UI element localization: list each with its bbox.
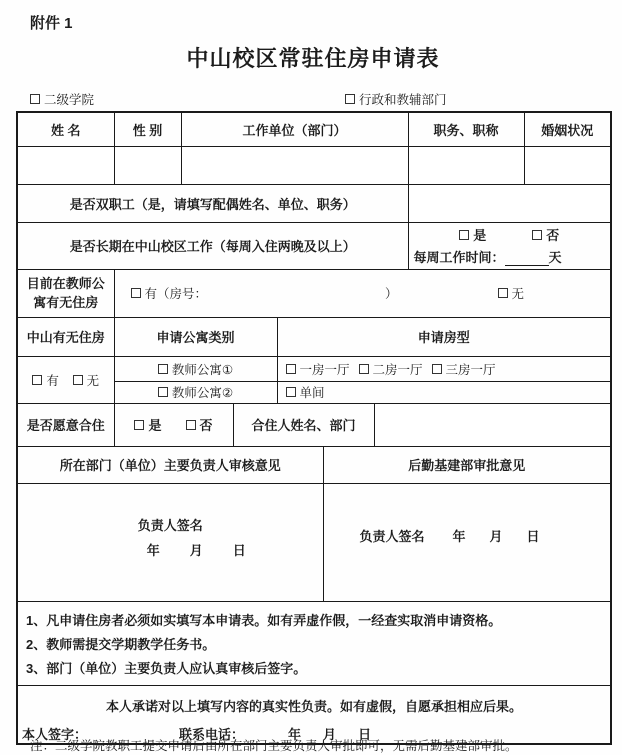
notes-cell xyxy=(17,601,611,685)
option-college[interactable] xyxy=(30,90,94,108)
header-gender: 性 别 xyxy=(114,112,181,146)
unit-type-options xyxy=(16,90,610,110)
page-title: 中山校区常驻住房申请表 xyxy=(186,46,440,71)
apartment-label: 目前在教师公 寓有无住房 xyxy=(17,269,114,317)
option-apartment-none[interactable] xyxy=(498,284,525,302)
dept-date-line xyxy=(44,540,323,559)
input-share-partner[interactable] xyxy=(374,403,611,446)
applicant-sign-label: 本人签字： xyxy=(22,726,88,742)
checkbox-college-icon[interactable] xyxy=(30,94,40,104)
dept-sign-label: 负责人签名 xyxy=(137,518,203,533)
option-teacher-apt1[interactable] xyxy=(158,360,233,378)
logistics-day-label: 日 xyxy=(526,528,540,544)
option-room-1br[interactable] xyxy=(286,360,350,378)
room-single-label: 单间 xyxy=(299,386,325,400)
application-table xyxy=(16,111,612,745)
input-dual-employee[interactable] xyxy=(408,184,611,222)
checkbox-share-no-icon[interactable] xyxy=(186,420,196,430)
checkbox-longterm-no-icon[interactable] xyxy=(532,230,542,240)
logistics-approval-cell[interactable] xyxy=(323,483,611,601)
header-position: 职务、职称 xyxy=(408,112,524,146)
zhongshan-has-label: 有 xyxy=(46,373,59,388)
logistics-month-label: 月 xyxy=(489,528,503,544)
logistics-approval-header: 后勤基建部审批意见 xyxy=(323,446,611,483)
option-room-single[interactable] xyxy=(286,383,325,401)
apartment-has-paren: ） xyxy=(385,287,398,301)
apartment-answer-cell xyxy=(114,269,611,317)
header-work-unit: 工作单位（部门） xyxy=(181,112,408,146)
option-teacher-apt2[interactable] xyxy=(158,383,233,401)
zhongshan-label: 中山有无住房 xyxy=(17,317,114,356)
room-3br-label: 三房一厅 xyxy=(445,362,496,377)
input-marital[interactable] xyxy=(524,146,611,184)
share-yes-label: 是 xyxy=(148,418,162,433)
checkbox-teacher-apt1-icon[interactable] xyxy=(158,364,168,374)
teacher-apt1-label: 教师公寓① xyxy=(171,362,234,377)
note-3: 3、部门（单位）主要负责人应认真审核后签字。 xyxy=(26,660,307,676)
pledge-day-label: 日 xyxy=(358,726,372,742)
input-work-unit[interactable] xyxy=(181,146,408,184)
apartment-has-label: 有（房号： xyxy=(144,287,208,301)
footnote: 注：二级学院教职工提交申请后由所在部门主要负责人审批即可，无需后勤基建部审批。 xyxy=(30,739,518,753)
dept-month-label: 月 xyxy=(189,543,203,558)
room-single-cell xyxy=(277,381,611,403)
option-longterm-no[interactable] xyxy=(532,225,559,244)
input-name[interactable] xyxy=(17,146,114,184)
option-apartment-has[interactable] xyxy=(131,284,208,302)
weekly-hours-label: 每周工作时间： xyxy=(413,250,505,265)
dept-approval-header: 所在部门（单位）主要负责人审核意见 xyxy=(17,446,323,483)
checkbox-admin-icon[interactable] xyxy=(345,94,355,104)
apartment-type2-cell xyxy=(114,381,277,403)
room-options-cell xyxy=(277,356,611,381)
attachment-label: 附件 1 xyxy=(30,15,73,32)
zhongshan-none-label: 无 xyxy=(86,373,100,388)
header-name: 姓 名 xyxy=(17,112,114,146)
pledge-month-label: 月 xyxy=(323,726,337,742)
weekly-hours-input[interactable] xyxy=(505,253,549,266)
option-room-3br[interactable] xyxy=(432,360,496,378)
checkbox-room-single-icon[interactable] xyxy=(286,387,296,397)
apartment-type1-cell xyxy=(114,356,277,381)
apartment-category-header: 申请公寓类别 xyxy=(114,317,277,356)
share-partner-label: 合住人姓名、部门 xyxy=(233,403,374,446)
checkbox-zhongshan-has-icon[interactable] xyxy=(32,375,42,385)
logistics-sign-label: 负责人签名 xyxy=(359,528,425,544)
room-type-header: 申请房型 xyxy=(277,317,611,356)
phone-label: 联系电话： xyxy=(179,726,245,742)
option-zhongshan-none[interactable] xyxy=(73,371,100,389)
option-admin[interactable] xyxy=(345,90,447,108)
checkbox-room-1br-icon[interactable] xyxy=(286,364,296,374)
note-1: 1、凡申请住房者必须如实填写本申请表。如有弄虚作假，一经查实取消申请资格。 xyxy=(26,612,502,628)
longterm-label: 是否长期在中山校区工作（每周入住两晚及以上） xyxy=(17,222,408,269)
checkbox-share-yes-icon[interactable] xyxy=(134,420,144,430)
option-admin-label: 行政和教辅部门 xyxy=(359,93,447,107)
share-label: 是否愿意合住 xyxy=(17,403,114,446)
share-answer-cell xyxy=(114,403,233,446)
pledge-statement: 本人承诺对以上填写内容的真实性负责。如有虚假，自愿承担相应后果。 xyxy=(106,698,523,714)
checkbox-teacher-apt2-icon[interactable] xyxy=(158,387,168,397)
option-share-no[interactable] xyxy=(186,415,213,434)
option-college-label: 二级学院 xyxy=(44,93,95,107)
checkbox-apartment-has-icon[interactable] xyxy=(131,288,141,298)
option-room-2br[interactable] xyxy=(359,360,423,378)
weekly-hours-unit: 天 xyxy=(548,250,562,265)
dept-day-label: 日 xyxy=(232,543,246,558)
share-no-label: 否 xyxy=(199,418,213,433)
longterm-answer-cell xyxy=(408,222,611,269)
zhongshan-answer-cell xyxy=(17,356,114,403)
pledge-cell xyxy=(17,685,611,744)
option-longterm-yes[interactable] xyxy=(459,225,486,244)
teacher-apt2-label: 教师公寓② xyxy=(171,386,234,400)
header-marital: 婚姻状况 xyxy=(524,112,611,146)
longterm-no-label: 否 xyxy=(546,228,560,243)
checkbox-room-3br-icon[interactable] xyxy=(432,364,442,374)
logistics-date-line xyxy=(453,526,540,545)
checkbox-room-2br-icon[interactable] xyxy=(359,364,369,374)
longterm-yes-label: 是 xyxy=(473,228,487,243)
checkbox-longterm-yes-icon[interactable] xyxy=(459,230,469,240)
pledge-year-label: 年 xyxy=(288,726,302,742)
checkbox-zhongshan-none-icon[interactable] xyxy=(73,375,83,385)
dept-year-label: 年 xyxy=(146,543,160,558)
logistics-year-label: 年 xyxy=(452,528,466,544)
input-gender[interactable] xyxy=(114,146,181,184)
option-zhongshan-has[interactable] xyxy=(32,371,59,389)
dept-approval-cell[interactable] xyxy=(17,483,323,601)
note-2: 2、教师需提交学期教学任务书。 xyxy=(26,636,216,652)
option-share-yes[interactable] xyxy=(134,415,161,434)
input-position[interactable] xyxy=(408,146,524,184)
room-2br-label: 二房一厅 xyxy=(372,362,423,377)
dual-employee-label: 是否双职工（是，请填写配偶姓名、单位、职务） xyxy=(17,184,408,222)
apartment-none-label: 无 xyxy=(511,287,525,301)
room-1br-label: 一房一厅 xyxy=(299,362,350,377)
checkbox-apartment-none-icon[interactable] xyxy=(498,288,508,298)
